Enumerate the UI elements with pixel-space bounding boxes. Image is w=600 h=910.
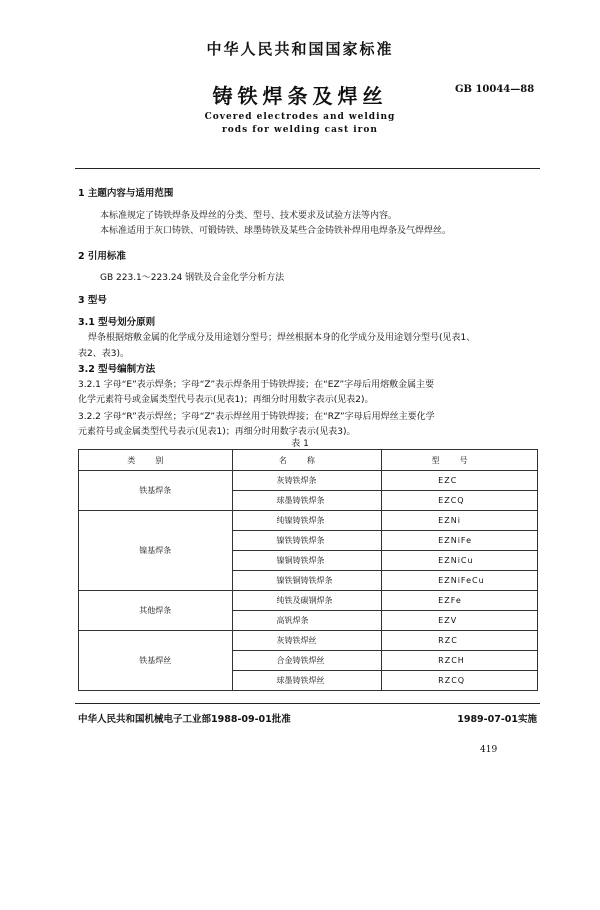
- section-2-heading: 2 引用标准: [78, 251, 126, 262]
- table-row: [79, 471, 538, 491]
- english-title-line2: rods for welding cast iron: [222, 125, 378, 135]
- model-cell: RZC: [382, 631, 538, 651]
- section-3-1-text-line2: 表2、表3)。: [78, 349, 129, 359]
- section-3-1-text-line1: 焊条根据熔敷金属的化学成分及用途划分型号；焊丝根据本身的化学成分及用途划分型号(见表1、: [88, 333, 476, 343]
- model-cell: EZCQ: [382, 491, 538, 511]
- section-3-2-1-line1: 3.2.1 字母“E”表示焊条；字母“Z”表示焊条用于铸铁焊接；在“EZ”字母后用熔敷金属主要: [78, 380, 435, 390]
- table-row: [79, 511, 538, 531]
- document-title: 铸铁焊条及焊丝: [212, 84, 388, 108]
- english-title-line1: Covered electrodes and welding: [204, 112, 396, 122]
- model-cell: RZCQ: [382, 671, 538, 691]
- approval-statement: 中华人民共和国机械电子工业部1988-09-01批准: [78, 714, 291, 725]
- table-header-row: [79, 450, 538, 471]
- header-divider: [75, 168, 540, 169]
- section-2-reference: GB 223.1～223.24 钢铁及合金化学分析方法: [100, 273, 285, 283]
- model-cell: EZC: [382, 471, 538, 491]
- name-cell: 球墨铸铁焊丝: [232, 671, 382, 691]
- issuing-organization: 中华人民共和国国家标准: [206, 40, 394, 58]
- name-cell: 镍铁铸铁焊条: [232, 531, 382, 551]
- name-cell: 镍铁铜铸铁焊条: [232, 571, 382, 591]
- header-model: 型号: [382, 450, 538, 471]
- section-1-heading: 1 主题内容与适用范围: [78, 188, 174, 199]
- table-1: [78, 449, 538, 691]
- name-cell: 合金铸铁焊丝: [232, 651, 382, 671]
- model-cell: EZV: [382, 611, 538, 631]
- name-cell: 镍铜铸铁焊条: [232, 551, 382, 571]
- model-cell: EZNiCu: [382, 551, 538, 571]
- model-cell: EZNiFeCu: [382, 571, 538, 591]
- page-number: 419: [480, 745, 498, 755]
- category-cell: 其他焊条: [79, 591, 233, 631]
- model-cell: EZNi: [382, 511, 538, 531]
- effective-date: 1989-07-01实施: [457, 714, 537, 725]
- section-3-2-1-line2: 化学元素符号或金属类型代号表示(见表1)；再细分时用数字表示(见表2)。: [78, 395, 374, 405]
- name-cell: 纯铁及碳钢焊条: [232, 591, 382, 611]
- table-row: [79, 591, 538, 611]
- section-1-paragraph-2: 本标准适用于灰口铸铁、可锻铸铁、球墨铸铁及某些合金铸铁补焊用电焊条及气焊焊丝。: [100, 226, 452, 236]
- name-cell: 高钒焊条: [232, 611, 382, 631]
- model-cell: RZCH: [382, 651, 538, 671]
- section-3-2-heading: 3.2 型号编制方法: [78, 364, 156, 375]
- category-cell: 镍基焊条: [79, 511, 233, 591]
- category-cell: 铁基焊丝: [79, 631, 233, 691]
- section-3-heading: 3 型号: [78, 295, 107, 306]
- name-cell: 纯镍铸铁焊条: [232, 511, 382, 531]
- model-cell: EZNiFe: [382, 531, 538, 551]
- header-category: 类别: [79, 450, 233, 471]
- category-cell: 铁基焊条: [79, 471, 233, 511]
- name-cell: 灰铸铁焊条: [232, 471, 382, 491]
- model-cell: EZFe: [382, 591, 538, 611]
- table-row: [79, 631, 538, 651]
- name-cell: 球墨铸铁焊条: [232, 491, 382, 511]
- section-1-paragraph-1: 本标准规定了铸铁焊条及焊丝的分类、型号、技术要求及试验方法等内容。: [100, 211, 398, 221]
- table-1-caption: 表 1: [291, 439, 309, 449]
- header-name: 名称: [232, 450, 382, 471]
- section-3-1-heading: 3.1 型号划分原则: [78, 317, 156, 328]
- section-3-2-2-line1: 3.2.2 字母“R”表示焊丝；字母“Z”表示焊丝用于铸铁焊接；在“RZ”字母后用焊丝主要化学: [78, 412, 435, 422]
- standard-number: GB 10044—88: [455, 84, 535, 95]
- section-3-2-2-line2: 元素符号或金属类型代号表示(见表1)；再细分时用数字表示(见表3)。: [78, 427, 356, 437]
- footer-divider: [75, 703, 540, 704]
- name-cell: 灰铸铁焊丝: [232, 631, 382, 651]
